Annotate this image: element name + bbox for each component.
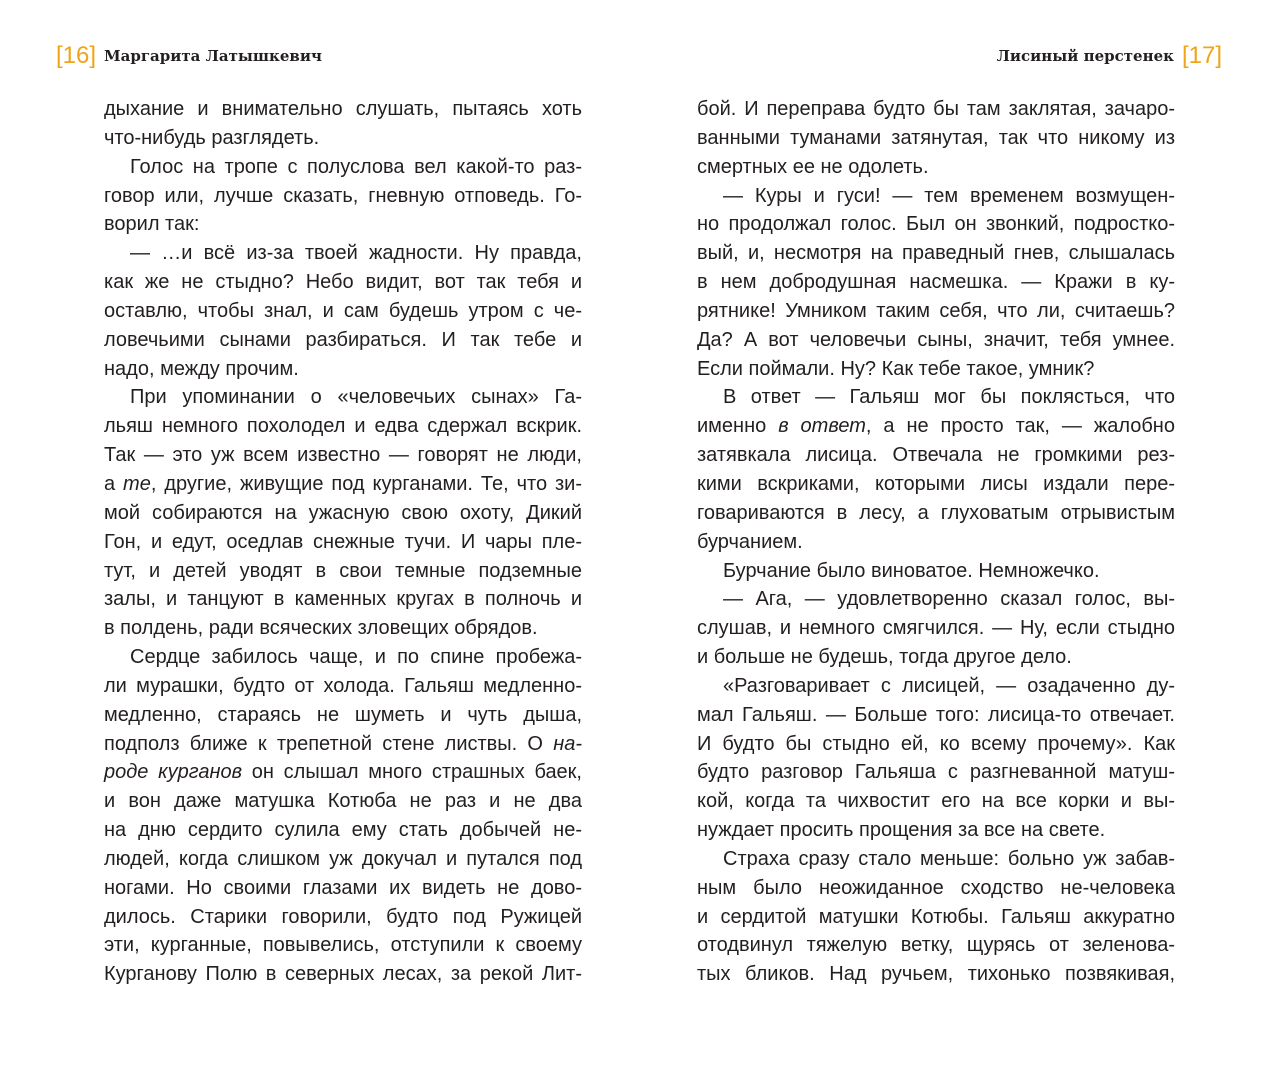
text-line: ли мурашки, будто от холода. Гальяш медленно- bbox=[104, 674, 582, 697]
text-line: «Разговаривает с лисицей, — озадаченно ду- bbox=[723, 674, 1175, 697]
text-line: Если поймали. Ну? Как тебе такое, умник? bbox=[697, 357, 1095, 380]
text-line: слушав, и немного смягчился. — Ну, если стыдно bbox=[697, 617, 1175, 640]
text-line: Сердце забилось чаще, и по спине пробежа- bbox=[130, 646, 582, 669]
author-name: Маргарита Латышкевич bbox=[104, 47, 322, 65]
text-line: надо, между прочим. bbox=[104, 357, 299, 380]
text-line: подполз ближе к трепетной стене листвы. О на- bbox=[104, 732, 582, 755]
text-line: дилось. Старики говорили, будто под Ружицей bbox=[104, 905, 582, 928]
text-line: Голос на тропе с полуслова вел какой-то раз- bbox=[130, 155, 582, 178]
text-line: рятнике! Умником таким себя, что ли, считаешь? bbox=[697, 299, 1175, 322]
paragraph bbox=[104, 643, 582, 989]
text-line: кой, когда та чихвостит его на все корки и вы- bbox=[697, 790, 1175, 813]
text-line: — …и всё из-за твоей жадности. Ну правда, bbox=[130, 242, 582, 265]
text-line: тут, и детей уводят в свои темные подземные bbox=[104, 559, 582, 582]
text-line: эти, курганные, повывелись, отступили к своему bbox=[104, 934, 582, 957]
text-line: Курганову Полю в северных лесах, за рекой Лит- bbox=[104, 963, 582, 986]
paragraph bbox=[697, 672, 1175, 845]
paragraph bbox=[104, 383, 582, 643]
running-header-right bbox=[997, 42, 1222, 70]
text-line: роде курганов он слышал много страшных баек, bbox=[104, 761, 582, 784]
text-line: мал Гальяш. — Больше того: лисица-то отвечает. bbox=[697, 703, 1175, 726]
text-line: В ответ — Гальяш мог бы поклясться, что bbox=[723, 386, 1175, 409]
text-line: в полдень, ради всяческих зловещих обрядов. bbox=[104, 617, 538, 640]
text-line: — Куры и гуси! — тем временем возмущен- bbox=[723, 184, 1175, 207]
text-line: но продолжал голос. Был он звонкий, подростко- bbox=[697, 213, 1175, 236]
text-line: Бурчание было виноватое. Немножечко. bbox=[723, 559, 1100, 582]
text-line: затявкала лисица. Отвечала не громкими рез- bbox=[697, 444, 1175, 467]
text-line: говор или, лучше сказать, гневную отповедь. Го- bbox=[104, 184, 582, 207]
text-line: ловечьими сынами разбираться. И так тебе и bbox=[104, 328, 582, 351]
text-line: и сердитой матушки Котюбы. Гальяш аккуратно bbox=[697, 905, 1175, 928]
text-line: Гон, и едут, оседлав снежные тучи. И чары пле- bbox=[104, 530, 582, 553]
text-line: И будто бы стыдно ей, ко всему прочему». Как bbox=[697, 732, 1175, 755]
text-line: медленно, стараясь не шуметь и чуть дыша, bbox=[104, 703, 582, 726]
text-line: что-нибудь разглядеть. bbox=[104, 126, 320, 149]
right-page-text bbox=[697, 95, 1175, 989]
text-line: ным было неожиданное сходство не-человека bbox=[697, 876, 1175, 899]
text-line: а те, другие, живущие под курганами. Те, что зи- bbox=[104, 472, 582, 495]
text-line: и больше не будешь, тогда другое дело. bbox=[697, 646, 1072, 669]
text-line: в нем добродушная насмешка. — Кражи в ку- bbox=[697, 271, 1175, 294]
text-line: отодвинул тяжелую ветку, щурясь от зеленова- bbox=[697, 934, 1175, 957]
text-line: Да? А вот человечьи сыны, значит, тебя умнее. bbox=[697, 328, 1175, 351]
text-line: ванными туманами затянутая, так что никому из bbox=[697, 126, 1175, 149]
text-line: Страха сразу стало меньше: больно уж забав- bbox=[723, 847, 1175, 870]
page-number-left: [16] bbox=[56, 42, 97, 69]
text-line: оставлю, чтобы знал, и сам будешь утром с че- bbox=[104, 299, 582, 322]
text-line: на дню сердито сулила ему стать добычей не- bbox=[104, 819, 582, 842]
text-line: нуждает просить прощения за все на свете. bbox=[697, 819, 1106, 842]
text-line: смертных ее не одолеть. bbox=[697, 155, 929, 178]
text-line: бурчанием. bbox=[697, 530, 803, 553]
text-line: ногами. Но своими глазами их видеть не дово- bbox=[104, 876, 582, 899]
text-line: Так — это уж всем известно — говорят не люди, bbox=[104, 444, 582, 467]
page-number-right: [17] bbox=[1181, 42, 1222, 69]
paragraph bbox=[104, 239, 582, 383]
text-line: будто разговор Гальяша с разгневанной матуш- bbox=[697, 761, 1175, 784]
paragraph bbox=[697, 95, 1175, 182]
text-line: кими вскриками, которыми лисы издали пере- bbox=[697, 472, 1175, 495]
running-header-left bbox=[56, 42, 322, 70]
text-line: тых бликов. Над ручьем, тихонько позвякивая, bbox=[697, 963, 1175, 986]
text-line: мой собираются на ужасную свою охоту, Дикий bbox=[104, 501, 582, 524]
text-line: ворил так: bbox=[104, 213, 200, 236]
italic-emphasis: роде курганов bbox=[104, 761, 243, 784]
text-line: именно в ответ, а не просто так, — жалобно bbox=[697, 415, 1175, 438]
text-line: говариваются в лесу, а глуховатым отрывистым bbox=[697, 501, 1175, 524]
paragraph bbox=[697, 557, 1175, 586]
text-line: дыхание и внимательно слушать, пытаясь хоть bbox=[104, 98, 582, 120]
paragraph bbox=[697, 182, 1175, 384]
paragraph bbox=[104, 153, 582, 240]
paragraph bbox=[697, 845, 1175, 989]
text-line: вый, и, несмотря на праведный гнев, слышалась bbox=[697, 242, 1175, 265]
italic-emphasis: в ответ bbox=[778, 415, 866, 438]
text-line: и вон даже матушка Котюба не раз и не два bbox=[104, 790, 582, 813]
paragraph bbox=[104, 95, 582, 153]
italic-emphasis: на- bbox=[553, 732, 582, 755]
text-line: При упоминании о «человечьих сынах» Га- bbox=[130, 386, 582, 409]
text-line: льяш немного похолодел и едва сдержал вскрик. bbox=[104, 415, 582, 438]
left-page-text bbox=[104, 95, 582, 989]
text-line: бой. И переправа будто бы там заклятая, зачаро- bbox=[697, 98, 1175, 120]
text-line: залы, и танцуют в каменных кругах в полночь и bbox=[104, 588, 582, 611]
paragraph bbox=[697, 585, 1175, 672]
book-title: Лисиный перстенек bbox=[996, 47, 1174, 65]
text-line: как же не стыдно? Небо видит, вот так тебя и bbox=[104, 271, 582, 294]
text-line: людей, когда слишком уж докучал и путался под bbox=[104, 847, 582, 870]
text-line: — Ага, — удовлетворенно сказал голос, вы- bbox=[723, 588, 1175, 611]
italic-emphasis: те bbox=[123, 472, 151, 495]
paragraph bbox=[697, 383, 1175, 556]
